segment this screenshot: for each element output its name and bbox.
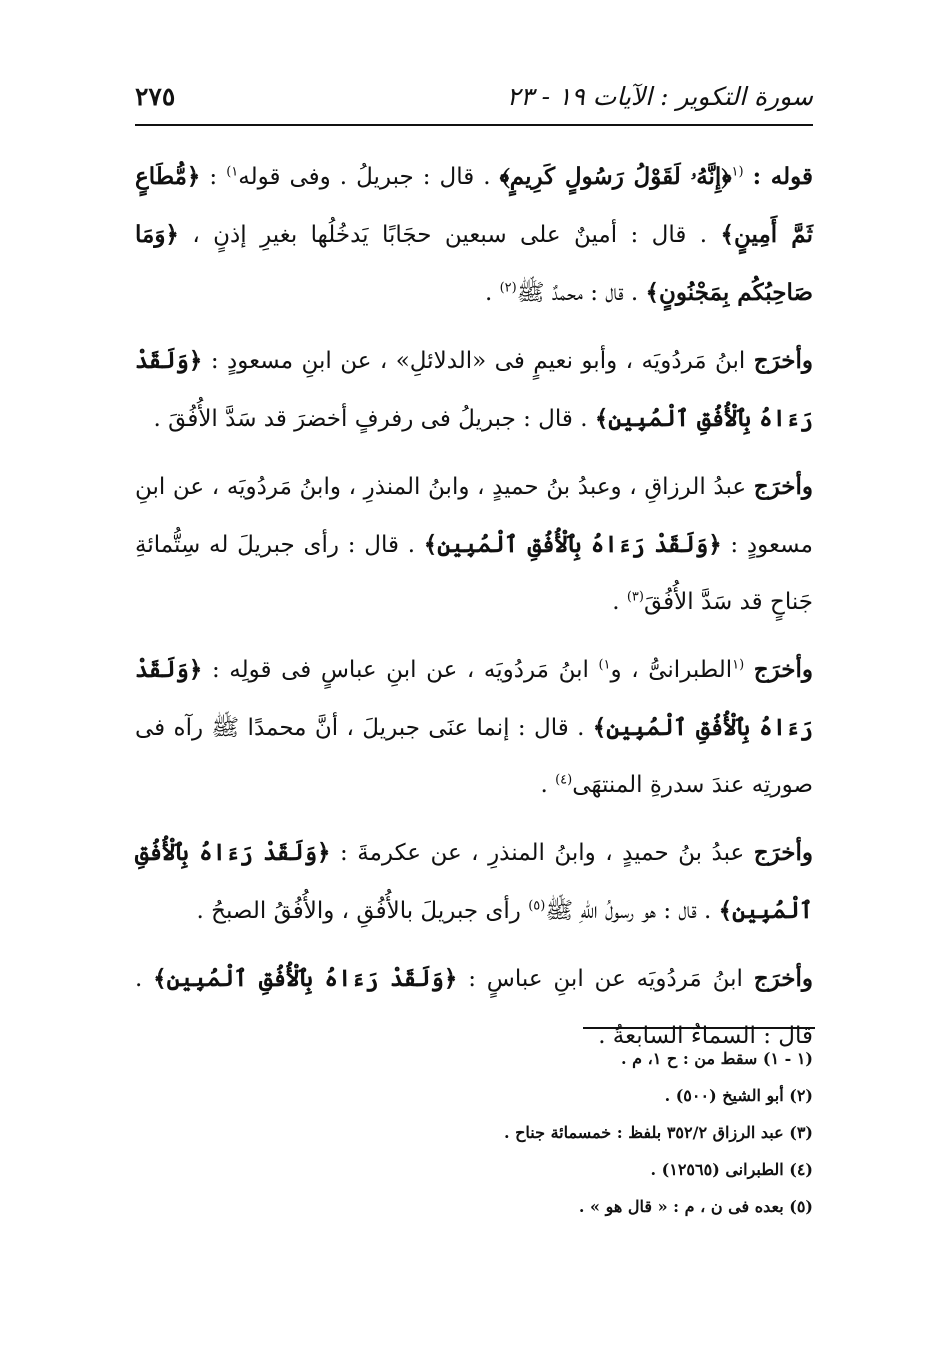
text-run: . — [612, 589, 627, 615]
text-run: . — [540, 772, 556, 798]
footnote-marker: (١ — [732, 657, 745, 673]
text-run: رأى جبريلَ بالأُفُقِ ، والأُفُقُ الصبحُ . — [196, 898, 529, 924]
text-run: . قال : رأى جبريلَ له سِتُّمائةِ جَناحٍ قد سَدَّ الأُفُقَ — [135, 532, 813, 615]
paragraph-lead: وأخرَج — [753, 473, 813, 500]
text-run: ابنُ مَردُويَه ، وأبو نعيمٍ فى «الدلائلِ» ، عن ابنِ مسعودٍ : — [202, 348, 746, 374]
text-run: . قال : أمينٌ على سبعين حجَابًا يَدخُلُها بغيرِ إذنٍ ، — [178, 222, 721, 248]
text-run: . قال : السماءُ السابعةُ . — [135, 966, 813, 1049]
text-run: . قال : إنما عنَى جبريلَ ، أنَّ محمدًا ﷺ رآه فى صورتِه عندَ سدرةِ المنتهَى — [135, 715, 813, 798]
quran-quote: ﴿وَلَقَدْ رَءَاهُ بِٱلْأُفُقِ ٱلْمُبِينِ﴾ — [135, 839, 813, 924]
footnote: (١ - ١) سقط من : ح ١، م . — [620, 1049, 813, 1068]
quran-quote: ﴿وَمَا صَاحِبُكُم بِمَجْنُونٍ﴾ — [135, 221, 813, 306]
quran-quote: ﴿وَلَقَدْ رَءَاهُ بِٱلْأُفُقِ ٱلْمُبِينِ﴾ — [135, 656, 813, 741]
text-run: : — [200, 164, 227, 190]
header-rule — [135, 124, 813, 126]
paragraph — [135, 458, 813, 631]
footnote-marker: (٤) — [555, 772, 573, 788]
paragraph — [135, 824, 813, 940]
text-run: عبدُ الرزاقِ ، وعبدُ بنُ حميدٍ ، وابنُ المنذرِ ، وابنُ مَردُويَه ، عن ابنِ مسعودٍ : — [135, 474, 813, 558]
paragraph — [135, 332, 813, 448]
quran-quote: ﴿إِنَّهُۥ لَقَوْلُ رَسُولٍ كَرِيمٍ﴾ — [499, 163, 732, 190]
paragraph — [135, 641, 813, 814]
footnote-marker: (١ — [731, 164, 744, 180]
text-run: عبدُ بنُ حميدٍ ، وابنُ المنذرِ ، عن عكرمةَ : — [330, 840, 745, 866]
paragraph-lead: وأخرَج — [753, 965, 814, 992]
text-run: الطبرانىُّ ، و — [610, 657, 733, 683]
text-run: . — [484, 280, 500, 306]
text-run: . قال : جبريلُ . وفى قوله — [238, 164, 500, 190]
paragraph-lead: وأخرَج — [753, 839, 814, 866]
running-header — [135, 78, 813, 120]
text-run: ابنُ مَردُويَه عن ابنِ عباسٍ : — [457, 966, 743, 992]
footnote: (٣) عبد الرزاق ٣٥٢/٢ بلفظ : خمسمائة جناح . — [503, 1123, 813, 1142]
footnotes — [135, 1040, 813, 1225]
surah-title: سورة التكوير : الآيات ١٩ - ٢٣ — [506, 82, 813, 111]
footnote-marker: ١) — [226, 164, 239, 180]
main-text — [135, 148, 813, 1075]
text-run: ابنُ مَردُويَه ، عن ابنِ عباسٍ فى قولِه : — [202, 657, 599, 683]
paragraph-lead: قوله : — [752, 163, 814, 190]
paragraph — [135, 148, 813, 322]
text-run: . قال : هو رسولُ اللهِ ﷺ — [545, 898, 719, 924]
footnote: (٢) أبو الشيخ (٥٠٠) . — [664, 1086, 813, 1105]
quran-quote: ﴿مُّطَاعٍ ثَمَّ أَمِينٍ﴾ — [135, 163, 813, 248]
footnote-marker: ١) — [598, 657, 611, 673]
quran-quote: ﴿وَلَقَدْ رَءَاهُ بِٱلْأُفُقِ ٱلْمُبِينِ﴾ — [153, 965, 458, 992]
footnote: (٤) الطبرانى (١٢٥٦٥) . — [650, 1160, 813, 1179]
paragraph-lead: وأخرَج — [753, 656, 814, 683]
text-run: . قال : جبريلُ فى رفرفٍ أخضرَ قد سَدَّ الأُفُقَ . — [153, 406, 595, 432]
quran-quote: ﴿وَلَقَدْ رَءَاهُ بِٱلْأُفُقِ ٱلْمُبِينِ﴾ — [135, 347, 813, 432]
footnote-rule — [583, 1027, 815, 1029]
footnote-marker: (٥) — [528, 898, 546, 914]
text-run: . قال : محمدٌ ﷺ — [516, 280, 646, 306]
footnote: (٥) بعده فى ن ، م : « قال هو » . — [578, 1197, 813, 1216]
footnote-marker: (٢) — [499, 280, 517, 296]
page-number: ٢٧٥ — [135, 82, 176, 111]
paragraph-lead: وأخرَج — [753, 347, 813, 374]
quran-quote: ﴿وَلَقَدْ رَءَاهُ بِٱلْأُفُقِ ٱلْمُبِينِ﴾ — [423, 531, 722, 558]
footnote-marker: (٣) — [626, 589, 644, 605]
